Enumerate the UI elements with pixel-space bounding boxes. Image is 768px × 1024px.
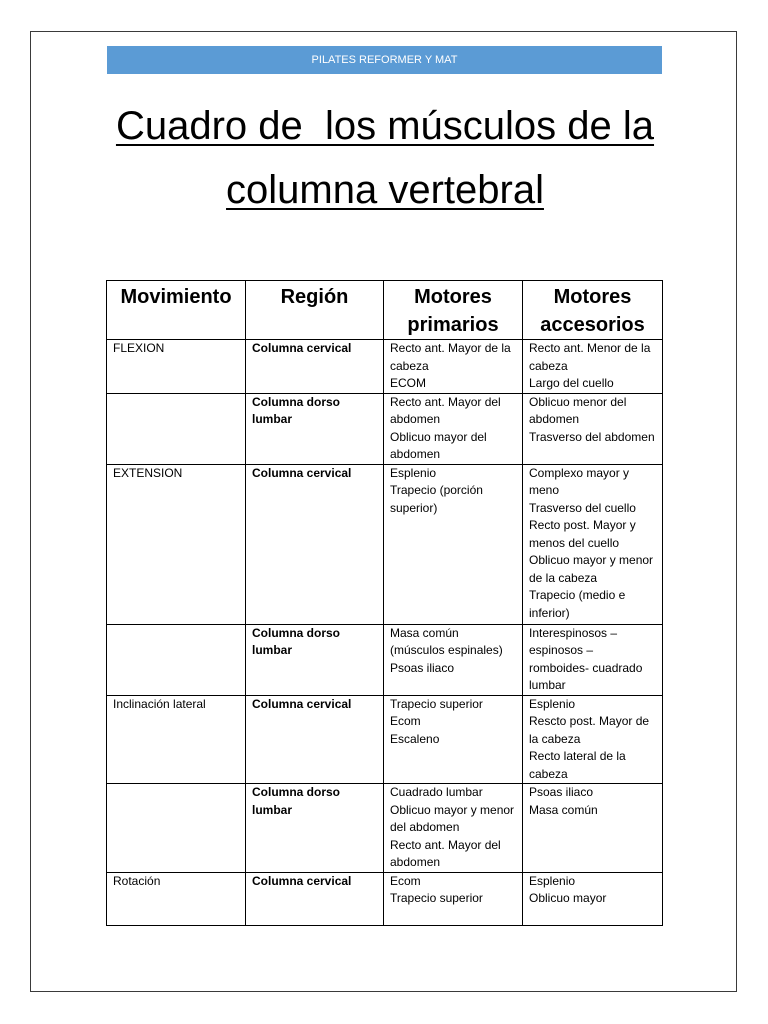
accessory-muscle: Largo del cuello	[529, 376, 614, 390]
cell-accessory-motors	[523, 340, 663, 394]
cell-region: Columna cervical	[246, 872, 384, 925]
primary-muscle: Trapecio superior	[390, 696, 483, 711]
accessory-muscle: Oblicuo mayor	[529, 891, 607, 905]
accessory-muscle: Trasverso del abdomen	[529, 429, 655, 444]
primary-muscle: Ecom	[390, 873, 421, 888]
table-row	[107, 393, 663, 464]
accessory-muscle: Esplenio	[529, 873, 576, 888]
table-row	[107, 695, 663, 784]
primary-muscle: ECOM	[390, 376, 426, 390]
cell-primary-motors	[384, 393, 523, 464]
table-header-row	[107, 281, 663, 340]
cell-movement: FLEXION	[107, 340, 246, 394]
cell-primary-motors	[384, 872, 523, 925]
cell-movement	[107, 624, 246, 695]
primary-muscle: Psoas iliaco	[390, 660, 455, 675]
cell-region: Columna dorso lumbar	[246, 393, 384, 464]
primary-muscle: Ecom	[390, 714, 421, 728]
table-row	[107, 340, 663, 394]
accessory-muscle: Recto lateral de la cabeza	[529, 749, 626, 781]
cell-region: Columna cervical	[246, 464, 384, 624]
primary-muscle: Masa común (músculos espinales)	[390, 625, 503, 657]
cell-movement: Rotación	[107, 872, 246, 925]
table-body	[107, 340, 663, 926]
primary-muscle: Oblicuo mayor y menor del abdomen	[390, 802, 515, 834]
title-line-1: Cuadro de los músculos de la	[115, 104, 655, 148]
table-row	[107, 624, 663, 695]
accessory-muscle: Oblicuo menor del abdomen	[529, 394, 627, 426]
cell-movement: Inclinación lateral	[107, 695, 246, 784]
cell-region: Columna dorso lumbar	[246, 784, 384, 873]
header-motores-primarios: Motores primarios	[384, 281, 523, 340]
accessory-muscle: Complexo mayor y meno	[529, 465, 630, 497]
cell-primary-motors	[384, 784, 523, 873]
primary-muscle: Cuadrado lumbar	[390, 785, 483, 799]
accessory-muscle: Recto post. Mayor y menos del cuello	[529, 518, 636, 550]
header-movimiento: Movimiento	[107, 281, 246, 340]
accessory-muscle: Rescto post. Mayor de la cabeza	[529, 714, 650, 746]
title-line-2: columna vertebral	[226, 168, 544, 212]
accessory-muscle: Masa común	[529, 802, 598, 817]
primary-muscle: Trapecio superior	[390, 891, 483, 905]
cell-accessory-motors	[523, 393, 663, 464]
cell-region: Columna dorso lumbar	[246, 624, 384, 695]
accessory-muscle: Trasverso del cuello	[529, 500, 636, 515]
primary-muscle: Recto ant. Mayor del abdomen	[390, 394, 501, 426]
document-header	[107, 46, 662, 74]
accessory-muscle: Esplenio	[529, 696, 576, 711]
cell-accessory-motors	[523, 872, 663, 925]
header-region: Región	[246, 281, 384, 340]
cell-region: Columna cervical	[246, 695, 384, 784]
cell-accessory-motors	[523, 784, 663, 873]
accessory-muscle: Interespinosos – espinosos – romboides- cuadrado lumbar	[529, 625, 643, 692]
header-motores-accesorios: Motores accesorios	[523, 281, 663, 340]
cell-movement	[107, 784, 246, 873]
primary-muscle: Trapecio (porción superior)	[390, 483, 483, 515]
accessory-muscle: Oblicuo mayor y menor de la cabeza	[529, 553, 654, 585]
cell-primary-motors	[384, 340, 523, 394]
primary-muscle: Esplenio	[390, 465, 437, 480]
accessory-muscle: Psoas iliaco	[529, 785, 594, 799]
primary-muscle: Recto ant. Mayor de la cabeza	[390, 341, 511, 373]
page-title	[80, 94, 690, 222]
cell-primary-motors	[384, 464, 523, 624]
primary-muscle: Oblicuo mayor del abdomen	[390, 429, 487, 461]
cell-primary-motors	[384, 695, 523, 784]
accessory-muscle: Recto ant. Menor de la cabeza	[529, 341, 651, 373]
header-label: PILATES REFORMER Y MAT	[311, 54, 458, 66]
cell-accessory-motors	[523, 624, 663, 695]
primary-muscle: Escaleno	[390, 731, 440, 746]
cell-region: Columna cervical	[246, 340, 384, 394]
accessory-muscle: Trapecio (medio e inferior)	[529, 588, 626, 620]
table-row	[107, 784, 663, 873]
cell-accessory-motors	[523, 695, 663, 784]
cell-primary-motors	[384, 624, 523, 695]
table-row	[107, 872, 663, 925]
cell-movement	[107, 393, 246, 464]
table-row	[107, 464, 663, 624]
primary-muscle: Recto ant. Mayor del abdomen	[390, 837, 501, 869]
muscles-table	[106, 280, 663, 926]
cell-accessory-motors	[523, 464, 663, 624]
cell-movement: EXTENSION	[107, 464, 246, 624]
